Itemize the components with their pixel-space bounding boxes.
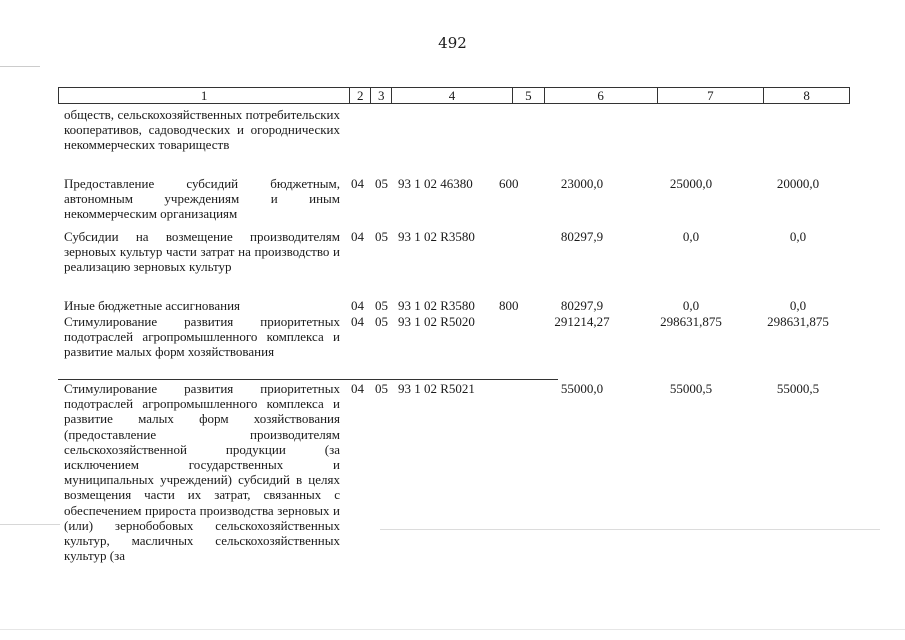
row-description: Субсидии на возмещение производителям зерновых культур части затрат на производство и реализацию зерновых культур bbox=[64, 229, 340, 275]
table-header bbox=[58, 87, 850, 104]
cell-subsection: 05 bbox=[375, 176, 388, 191]
row-description: Иные бюджетные ассигнования bbox=[64, 298, 241, 313]
cell-amount-col6: 80297,9 bbox=[560, 298, 604, 313]
scan-artifact bbox=[0, 524, 60, 525]
header-col-8: 8 bbox=[803, 88, 810, 103]
header-col-5: 5 bbox=[513, 88, 545, 103]
cell-section: 04 bbox=[351, 314, 364, 329]
cell-section: 04 bbox=[351, 176, 364, 191]
row-description: Стимулирование развития приоритетных подотраслей агропромышленного комплекса и развитие малых форм хозяйствования bbox=[64, 314, 340, 360]
cell-expense-type: 600 bbox=[499, 176, 519, 191]
cell-amount-col6: 80297,9 bbox=[560, 229, 604, 244]
scan-artifact bbox=[380, 529, 880, 530]
scan-artifact bbox=[0, 629, 905, 630]
cell-subsection: 05 bbox=[375, 298, 388, 313]
cell-target-article: 93 1 02 R3580 bbox=[398, 298, 475, 313]
scan-artifact bbox=[0, 66, 40, 67]
cell-amount-col6: 23000,0 bbox=[560, 176, 604, 191]
cell-expense-type: 800 bbox=[499, 298, 519, 313]
cell-section: 04 bbox=[351, 298, 364, 313]
cell-amount-col7: 0,0 bbox=[682, 229, 700, 244]
cell-amount-col7: 25000,0 bbox=[669, 176, 713, 191]
row-divider bbox=[58, 379, 558, 380]
cell-target-article: 93 1 02 R5021 bbox=[398, 381, 475, 396]
cell-amount-col6: 291214,27 bbox=[554, 314, 610, 329]
header-col-4: 4 bbox=[392, 88, 513, 103]
cell-target-article: 93 1 02 R3580 bbox=[398, 229, 475, 244]
cell-section: 04 bbox=[351, 229, 364, 244]
header-col-7: 7 bbox=[658, 88, 765, 103]
cell-amount-col8: 0,0 bbox=[789, 229, 807, 244]
row-description: обществ, сельскохозяйственных потребительских кооперативов, садоводческих и огороднических некоммерческих товариществ bbox=[64, 107, 340, 153]
cell-amount-col8: 20000,0 bbox=[776, 176, 820, 191]
header-col-6: 6 bbox=[545, 88, 658, 103]
cell-subsection: 05 bbox=[375, 229, 388, 244]
cell-subsection: 05 bbox=[375, 314, 388, 329]
header-col-3: 3 bbox=[371, 88, 392, 103]
cell-amount-col7: 0,0 bbox=[682, 298, 700, 313]
cell-target-article: 93 1 02 46380 bbox=[398, 176, 473, 191]
cell-amount-col6: 55000,0 bbox=[560, 381, 604, 396]
header-col-1: 1 bbox=[59, 88, 350, 103]
row-description: Стимулирование развития приоритетных подотраслей агропромышленного комплекса и развитие малых форм хозяйствования (предоставление производителям сельскохозяйственной продукции (за исключением государственных и муниципальных учреждений) субсидий в целях возмещения части их затрат, связанных с обеспечением прироста производства зерновых и (или) зернобобовых сельскохозяйственных культур, масличных сельскохозяйственных культур (за bbox=[64, 381, 340, 564]
cell-subsection: 05 bbox=[375, 381, 388, 396]
cell-amount-col7: 55000,5 bbox=[669, 381, 713, 396]
cell-section: 04 bbox=[351, 381, 364, 396]
page-number: 492 bbox=[438, 34, 467, 52]
cell-target-article: 93 1 02 R5020 bbox=[398, 314, 475, 329]
cell-amount-col7: 298631,875 bbox=[660, 314, 722, 329]
header-col-2: 2 bbox=[350, 88, 371, 103]
cell-amount-col8: 0,0 bbox=[789, 298, 807, 313]
cell-amount-col8: 298631,875 bbox=[767, 314, 829, 329]
cell-amount-col8: 55000,5 bbox=[776, 381, 820, 396]
row-description: Предоставление субсидий бюджетным, автономным учреждениям и иным некоммерческим организациям bbox=[64, 176, 340, 222]
